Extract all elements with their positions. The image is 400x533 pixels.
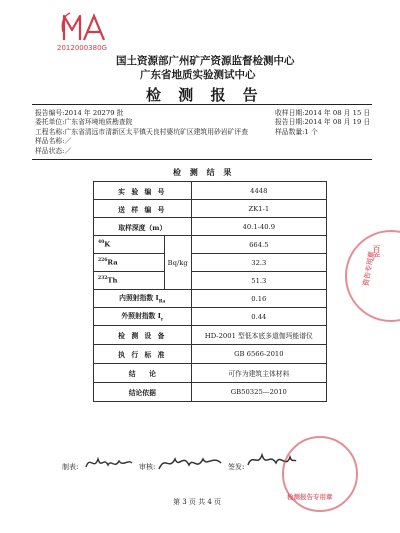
cma-logo-icon xyxy=(60,10,108,44)
received-date: 收样日期:2014 年 08 月 15 日 xyxy=(275,109,371,117)
table-row xyxy=(94,236,327,254)
side-seal-text-2: 资告专用章 xyxy=(361,250,376,287)
project-name: 工程名称:广东省清远市清新区太平镇天良村婆坑矿区建筑用砂岩矿评查 xyxy=(35,127,248,136)
lab-number-value: 4448 xyxy=(191,182,326,200)
sample-status: 样品状态:／ xyxy=(35,146,72,155)
table-row xyxy=(94,383,327,402)
meta-right xyxy=(275,109,370,137)
k-value: 664.5 xyxy=(191,236,326,254)
bottom-seal-text: 检测报告专用章 xyxy=(287,493,333,501)
external-index-label: 外照射指数 $I_r$ xyxy=(94,308,192,326)
th-value: 51.3 xyxy=(191,272,326,290)
prepared-by-label: 制表: xyxy=(62,463,79,471)
report-date: 报告日期:2014 年 08 月 19 日 xyxy=(275,118,371,127)
basis-label: 结论依据 xyxy=(94,383,192,402)
standard-label: 执 行 标 准 xyxy=(94,345,192,364)
sample-count: 样品数量:1 个 xyxy=(275,127,318,136)
standard-value: GB 6566-2010 xyxy=(191,345,326,364)
report-number: 报告编号:2014 年 20279 批 xyxy=(35,109,124,117)
equipment-value: HD-2001 型低本底多道伽玛能谱仪 xyxy=(191,326,326,345)
cma-logo xyxy=(60,10,108,44)
k-nuclide-label: $^{40}$K xyxy=(94,236,165,254)
checked-by-label: 审核: xyxy=(139,463,156,471)
depth-label: 取样深度（m） xyxy=(94,218,192,236)
basis-value: GB50325—2010 xyxy=(191,383,326,402)
external-index-value: 0.44 xyxy=(191,308,326,326)
results-table xyxy=(93,181,327,402)
prepared-signature xyxy=(84,453,134,477)
activity-unit: Bq/kg xyxy=(164,236,191,290)
table-row xyxy=(94,364,327,383)
table-row xyxy=(94,272,327,290)
institution-name: 国土资源部广州矿产资源监督检测中心 xyxy=(116,55,295,67)
side-seal-text: 百产 xyxy=(372,245,382,261)
signature-icon xyxy=(157,451,223,475)
checked-signature xyxy=(157,451,223,479)
equipment-label: 检 测 设 备 xyxy=(94,326,192,345)
table-row xyxy=(94,182,327,200)
table-row xyxy=(94,254,327,272)
meta-left xyxy=(35,109,248,156)
signature-icon xyxy=(84,453,134,473)
sample-number-label: 送 样 编 号 xyxy=(94,200,192,218)
conclusion-label: 结 论 xyxy=(94,364,192,383)
th-nuclide-label: $^{232}$Th xyxy=(94,272,165,290)
table-row xyxy=(94,345,327,364)
sub-institution-name: 广东省地质实验测试中心 xyxy=(140,69,256,81)
internal-index-label: 内照射指数 $I_{Ra}$ xyxy=(94,290,192,308)
ra-nuclide-label: $^{226}$Ra xyxy=(94,254,165,272)
table-row xyxy=(94,326,327,345)
approved-by-label: 签发: xyxy=(228,463,245,471)
table-row xyxy=(94,290,327,308)
client: 委托单位:广东省环境地质勘查院 xyxy=(35,118,133,127)
lab-number-label: 实 验 编 号 xyxy=(94,182,192,200)
ra-value: 32.3 xyxy=(191,254,326,272)
sample-name: 样品名称:／ xyxy=(35,137,72,146)
report-title: 检 测 报 告 xyxy=(146,86,264,104)
meta-rule xyxy=(32,159,372,160)
table-row xyxy=(94,308,327,326)
results-title: 检 测 结 果 xyxy=(173,167,235,177)
sample-number-value: ZK1-1 xyxy=(191,200,326,218)
table-row xyxy=(94,200,327,218)
page-number: 第 3 页 共 4 页 xyxy=(173,498,222,506)
depth-value: 40.1-40.9 xyxy=(191,218,326,236)
header-rule xyxy=(32,104,372,105)
conclusion-value: 可作为建筑主体材料 xyxy=(191,364,326,383)
cma-number: 2012000380G xyxy=(57,44,107,52)
table-row xyxy=(94,218,327,236)
internal-index-value: 0.16 xyxy=(191,290,326,308)
